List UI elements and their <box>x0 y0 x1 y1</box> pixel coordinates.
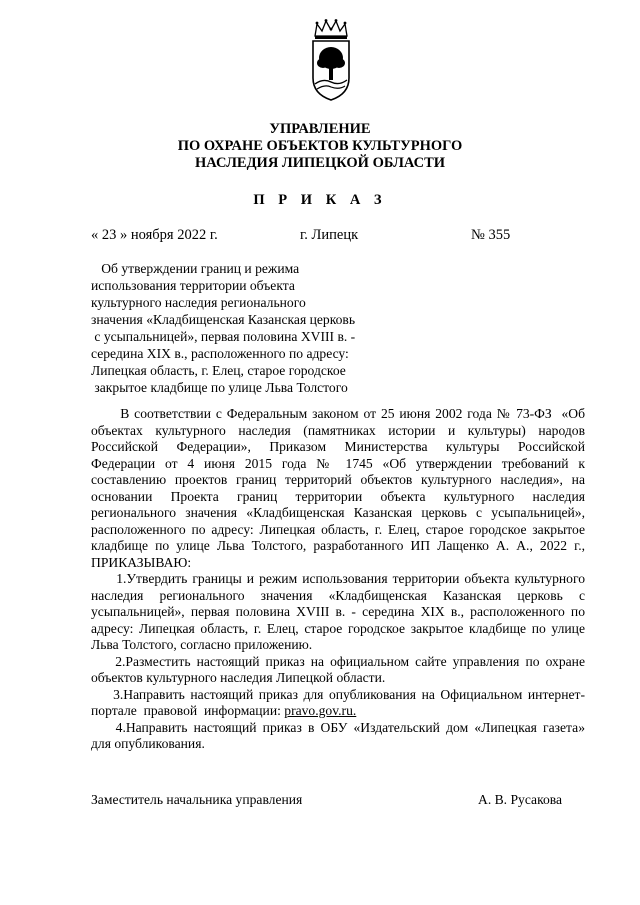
item-1-line: усыпальницей», первая половина XVIII в. - середина XIX в., расположенного по <box>91 604 585 619</box>
body-line: объектах культурного наследия (памятниках истории и культуры) народов <box>91 422 585 438</box>
subject-line: Липецкая область, г. Елец, старое городское <box>91 363 346 378</box>
subject-line: использования территории объекта <box>91 278 295 293</box>
item-4-line: 4.Направить настоящий приказ в ОБУ «Издательский дом «Липецкая газета» <box>91 719 585 735</box>
item-1-line: наследия регионального значения «Кладбищенская Казанская церковь с <box>91 587 585 603</box>
document-type-title: П Р И К А З <box>253 192 387 208</box>
body-line: Федерации от 4 июня 2015 года № 1745 «Об утверждении требований к <box>91 455 585 471</box>
pravo-link[interactable]: pravo.gov.ru. <box>284 703 357 718</box>
item-1-line: Льва Толстого, согласно приложению. <box>91 637 313 652</box>
body-line: составлению проектов границ территорий объектов культурного наследия», на <box>91 472 585 487</box>
body-line: регионального значения «Кладбищенская Казанская церковь с усыпальницей», <box>91 505 585 520</box>
body-line: расположенного по адресу: Липецкая область, г. Елец, старое городское закрытое <box>91 521 585 537</box>
subject-line: культурного наследия регионального <box>91 295 306 310</box>
document-date: « 23 » ноября 2022 г. <box>91 227 218 243</box>
item-3-line <box>91 703 585 720</box>
org-line-2: ПО ОХРАНЕ ОБЪЕКТОВ КУЛЬТУРНОГО <box>177 138 463 154</box>
document-body <box>91 406 585 753</box>
subject-line: значения «Кладбищенская Казанская церковь <box>91 312 356 327</box>
org-line-3: НАСЛЕДИЯ ЛИПЕЦКОЙ ОБЛАСТИ <box>194 155 446 171</box>
signatory-name: А. В. Русакова <box>478 792 563 807</box>
issuing-organization <box>0 121 640 172</box>
coat-of-arms-icon <box>309 18 353 106</box>
item-2-line: объектов культурного наследия Липецкой области. <box>91 670 386 685</box>
body-line: кладбище по улице Льва Толстого, разработанного ИП Лащенко А. А., 2022 г., <box>91 538 585 553</box>
body-line: В соответствии с Федеральным законом от 25 июня 2002 года № 73-ФЗ «Об <box>91 406 586 421</box>
item-4-line: для опубликования. <box>91 736 205 751</box>
item-3-line: 3.Направить настоящий приказ для опубликования на Официальном интернет- <box>91 686 585 702</box>
subject-line: Об утверждении границ и режима <box>91 261 300 276</box>
document-place: г. Липецк <box>300 227 359 243</box>
subject-line: закрытое кладбище по улице Льва Толстого <box>91 380 348 395</box>
item-2-line: 2.Разместить настоящий приказ на официальном сайте управления по охране <box>91 653 585 669</box>
document-subject <box>91 260 391 396</box>
subject-line: с усыпальницей», первая половина XVIII в. - <box>91 329 356 344</box>
org-line-1: УПРАВЛЕНИЕ <box>269 121 371 137</box>
item-3-prefix: портале правовой информации: <box>91 703 285 718</box>
item-1-line: адресу: Липецкая область, г. Елец, старое городское закрытое кладбище по улице <box>91 620 585 636</box>
body-line: ПРИКАЗЫВАЮ: <box>91 554 192 570</box>
body-line: основании Проекта границ территории объекта культурного наследия <box>91 488 585 504</box>
subject-line: середина XIX в., расположенного по адресу: <box>91 346 349 361</box>
signatory-position: Заместитель начальника управления <box>91 792 303 807</box>
item-1-line: 1.Утвердить границы и режим использования территории объекта культурного <box>91 571 585 586</box>
body-line: Российской Федерации», Приказом Министерства культуры Российской <box>91 439 585 454</box>
document-number: № 355 <box>471 227 511 243</box>
